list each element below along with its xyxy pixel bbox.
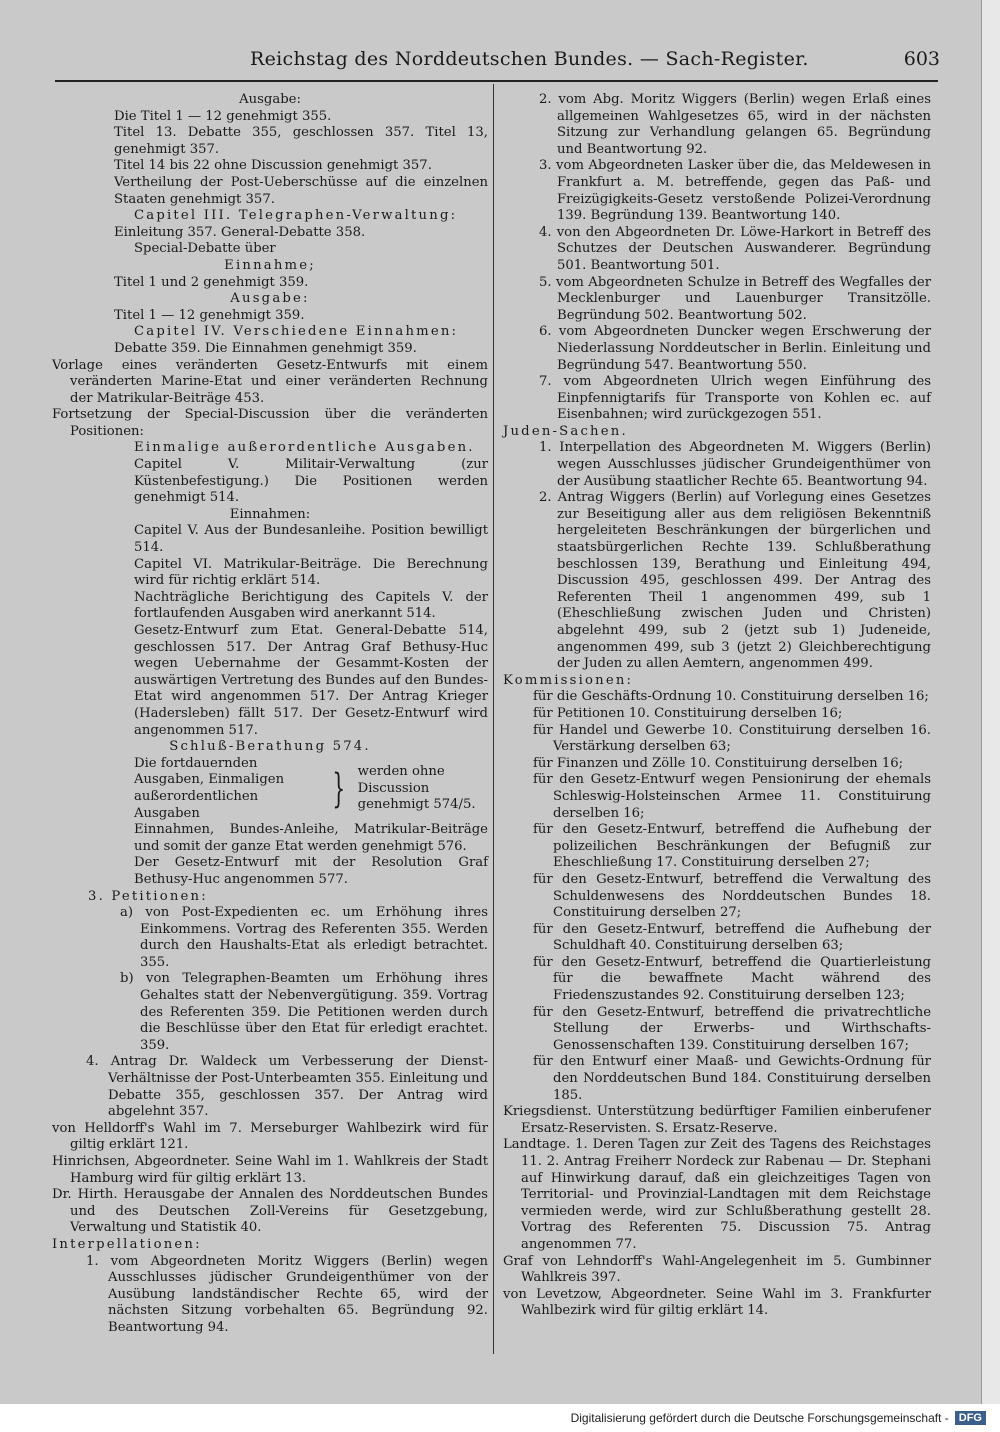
interpellation-6: 6. vom Abgeordneten Duncker wegen Erschwerung der Niederlassung Norddeutscher in Berlin. Einleitung und Begründung 547. Beantwortung 550.	[539, 324, 931, 373]
entry-levetzow: von Levetzow, Abgeordneter. Seine Wahl im 3. Frankfurter Wahlbezirk wird für giltig erklärt 14.	[503, 1286, 931, 1319]
index-line: Einnahmen, Bundes-Anleihe, Matrikular-Beiträge und somit der ganze Etat werden genehmigt 576.	[134, 822, 488, 854]
einnahmen-heading: Einnahmen:	[229, 506, 311, 522]
index-line: Debatte 359. Die Einnahmen genehmigt 359.	[114, 340, 417, 356]
ausgabe-heading-2: Ausgabe:	[230, 291, 310, 307]
ausgabe-heading: Ausgabe:	[239, 92, 301, 107]
interpellation-4: 4. von den Abgeordneten Dr. Löwe-Harkort in Betreff des Schutzes der Deutschen Auswanderer. Begründung 501. Beantwortung 501.	[539, 224, 931, 273]
page-edge	[981, 0, 1000, 1432]
entry-hinrichsen: Hinrichsen, Abgeordneter. Seine Wahl im 1. Wahlkreis der Stadt Hamburg wird für giltig erklärt 13.	[52, 1154, 488, 1186]
index-line: Capitel V. Militair-Verwaltung (zur Küstenbefestigung.) Die Positionen werden genehmigt 514.	[134, 457, 488, 506]
brace-right-text: werden ohne Discussion genehmigt 574/5.	[357, 764, 476, 813]
footer-credit: Digitalisierung gefördert durch die Deutsche Forschungsgemeinschaft -	[570, 1411, 949, 1425]
chapter-heading: Capitel IV. Verschiedene Einnahmen:	[134, 324, 459, 340]
entry-vorlage: Vorlage eines veränderten Gesetz-Entwurfs mit einem veränderten Marine-Etat und einer veränderten Rechnung der Matrikular-Beiträge 453.	[52, 357, 488, 406]
schluss-heading: Schluß-Berathung 574.	[169, 739, 371, 755]
kommission-item: für den Gesetz-Entwurf, betreffend die Aufhebung der polizeilichen Beschränkungen der Befugniß zur Eheschließung 17. Constituirung derselben 27;	[533, 822, 931, 871]
right-column	[503, 92, 931, 1320]
einnahme-heading: Einnahme;	[224, 257, 316, 273]
kommission-item: für Petitionen 10. Constituirung derselben 16;	[533, 705, 843, 721]
kommission-item: für Finanzen und Zölle 10. Constituirung derselben 16;	[533, 755, 904, 771]
index-line: Vertheilung der Post-Ueberschüsse auf die einzelnen Staaten genehmigt 357.	[114, 174, 488, 207]
entry-helldorff: von Helldorff's Wahl im 7. Merseburger Wahlbezirk wird für giltig erklärt 121.	[52, 1120, 488, 1153]
kommission-item: für den Gesetz-Entwurf, betreffend die Verwaltung des Schuldenwesens des Norddeutschen Bundes 18. Constituirung derselben 27;	[533, 871, 931, 921]
antrag-4: 4. Antrag Dr. Waldeck um Verbesserung der Dienst-Verhältnisse der Post-Unterbeamten 355. Einleitung und Debatte 355, geschlossen 357. Der Antrag wird abgelehnt 357.	[86, 1054, 488, 1120]
index-line: Nachträgliche Berichtigung des Capitels V. der fortlaufenden Ausgaben wird anerkannt 514.	[134, 589, 488, 622]
kommission-item: für den Gesetz-Entwurf, betreffend die Quartierleistung für die bewaffnete Macht während des Friedenszustandes 92. Constituirung derselben 123;	[533, 954, 931, 1004]
chapter-heading: Capitel III. Telegraphen-Verwaltung:	[134, 208, 458, 224]
interpellation-7: 7. vom Abgeordneten Ulrich wegen Einführung des Einpfennigtarifs für Transporte von Kohlen ec. auf Eisenbahnen; wird zurückgezogen 551.	[539, 374, 931, 423]
entry-hirth: Dr. Hirth. Herausgabe der Annalen des Norddeutschen Bundes und des Deutschen Zoll-Vereins für Gesetzgebung, Verwaltung und Statistik 40.	[52, 1187, 488, 1236]
left-column	[52, 92, 488, 1337]
juden-1: 1. Interpellation des Abgeordneten M. Wiggers (Berlin) wegen Ausschlusses jüdischer Grundeigenthümer von der Ausübung staatlicher Rechte 65. Beantwortung 94.	[539, 440, 931, 489]
running-title: Reichstag des Norddeutschen Bundes. — Sach-Register.	[250, 48, 809, 70]
petition-a: a) von Post-Expedienten ec. um Erhöhung ihres Einkommens. Vortrag des Referenten 355. Werden durch den Haushalts-Etat als erledigt betrachtet. 355.	[120, 905, 488, 970]
brace-group	[52, 756, 488, 822]
index-line: Einleitung 357. General-Debatte 358.	[114, 224, 366, 240]
entry-lehndorff: Graf von Lehndorff's Wahl-Angelegenheit im 5. Gumbinner Wahlkreis 397.	[503, 1253, 931, 1286]
page-number: 603	[903, 48, 940, 70]
kommission-item: für Handel und Gewerbe 10. Constituirung derselben 16. Verstärkung derselben 63;	[533, 722, 931, 755]
index-line: Titel 1 — 12 genehmigt 359.	[114, 307, 305, 323]
digitization-footer	[0, 1404, 1000, 1432]
juden-heading: Juden-Sachen.	[503, 423, 628, 439]
juden-2: 2. Antrag Wiggers (Berlin) auf Vorlegung eines Gesetzes zur Beseitigung aller aus dem religiösen Bekenntniß hergeleiteten Beschränkungen der bürgerlichen und staatsbürgerlichen Rechte 139. Schlußberathung beschlossen 139, Berathung und Einleitung 494, Discussion 495, geschlossen 499. Der Antrag des Referenten Theil 1 angenommen 499, sub 1 (Eheschließung zwischen Juden und Christen) abgelehnt 499, sub 2 (jetzt sub 1) Judeneide, angenommen 499, sub 3 (jetzt 2) Gleichberechtigung der Juden zu allen Aemtern, angenommen 499.	[539, 490, 931, 672]
index-line: Capitel VI. Matrikular-Beiträge. Die Berechnung wird für richtig erklärt 514.	[134, 556, 488, 589]
petition-b: b) von Telegraphen-Beamten um Erhöhung ihres Gehaltes statt der Nebenvergütigung. 359. Vortrag des Referenten 359. Die Petitionen werden durch die Beschlüsse über den Etat für erledigt erachtet. 359.	[120, 971, 488, 1053]
index-line: Titel 14 bis 22 ohne Discussion genehmigt 357.	[114, 158, 432, 174]
header-rule	[55, 80, 938, 82]
brace-glyph: }	[332, 765, 346, 812]
subheading: Einmalige außerordentliche Ausgaben.	[134, 440, 475, 456]
entry-landtage: Landtage. 1. Deren Tagen zur Zeit des Tagens des Reichstages 11. 2. Antrag Freiherr Nordeck zur Rabenau — Dr. Stephani auf Hinwirkung darauf, daß ein gleichzeitiges Tagen von Territorial- und Provinzial-Landtagen mit dem Reichstage vermieden werde, wird zur Schlußberathung gestellt 28. Vortrag des Referenten 75. Discussion 75. Antrag angenommen 77.	[503, 1137, 931, 1252]
kommissionen-heading: Kommissionen:	[503, 672, 634, 688]
kommission-item: für den Entwurf einer Maaß- und Gewichts-Ordnung für den Norddeutschen Bund 184. Constituirung derselben 185.	[533, 1054, 931, 1103]
entry-kriegsdienst: Kriegsdienst. Unterstützung bedürftiger Familien einberufener Ersatz-Reservisten. S. Ersatz-Reserve.	[503, 1104, 931, 1136]
index-line: Der Gesetz-Entwurf mit der Resolution Graf Bethusy-Huc angenommen 577.	[134, 855, 488, 887]
interpellation-2: 2. vom Abg. Moritz Wiggers (Berlin) wegen Erlaß eines allgemeinen Wahlgesetzes 65, wird in der nächsten Sitzung zur Verhandlung gelangen 65. Begründung und Beantwortung 92.	[539, 92, 931, 157]
brace-left-text: Die fortdauernden Ausgaben, Einmaligen außerordentlichen Ausgaben	[134, 755, 285, 821]
interpellation-5: 5. vom Abgeordneten Schulze in Betreff des Wegfalles der Mecklenburger und Lauenburger Transitzölle. Begründung 502. Beantwortung 502.	[539, 274, 931, 323]
index-line: Die Titel 1 — 12 genehmigt 355.	[114, 108, 332, 124]
petitionen-heading: 3. Petitionen:	[88, 888, 208, 904]
index-line: Gesetz-Entwurf zum Etat. General-Debatte 514, geschlossen 517. Der Antrag Graf Bethusy-Huc wegen Uebernahme der Gesammt-Kosten der auswärtigen Vertretung des Bundes auf den Bundes-Etat wird angenommen 517. Der Antrag Krieger (Hadersleben) fällt 517. Der Gesetz-Entwurf wird angenommen 517.	[134, 623, 488, 738]
index-line: Titel 13. Debatte 355, geschlossen 357. Titel 13, genehmigt 357.	[114, 125, 488, 157]
interpellation-1: 1. vom Abgeordneten Moritz Wiggers (Berlin) wegen Ausschlusses jüdischer Grundeigenthümer von der Ausübung landständischer Rechte 65, wird der nächsten Sitzung vorbehalten 65. Begründung 92. Beantwortung 94.	[86, 1253, 488, 1335]
dfg-logo: DFG	[955, 1411, 986, 1425]
kommission-item: für die Geschäfts-Ordnung 10. Constituirung derselben 16;	[533, 689, 929, 705]
entry-fortsetzung: Fortsetzung der Special-Discussion über die veränderten Positionen:	[52, 407, 488, 439]
column-divider	[493, 84, 494, 1354]
interpellationen-heading: Interpellationen:	[52, 1236, 202, 1252]
index-line: Special-Debatte über	[134, 241, 276, 257]
page-header	[250, 48, 940, 70]
kommission-item: für den Gesetz-Entwurf wegen Pensionirung der ehemals Schleswig-Holsteinschen Armee 11. Constituirung derselben 16;	[533, 772, 931, 821]
interpellation-3: 3. vom Abgeordneten Lasker über die, das Meldewesen in Frankfurt a. M. betreffende, gegen das Paß- und Freizügigkeits-Gesetz verstoßende Polizei-Verordnung 139. Begründung 139. Beantwortung 140.	[539, 158, 931, 224]
index-line: Capitel V. Aus der Bundesanleihe. Position bewilligt 514.	[134, 523, 488, 556]
kommission-item: für den Gesetz-Entwurf, betreffend die Aufhebung der Schuldhaft 40. Constituirung derselben 63;	[533, 921, 931, 954]
kommission-item: für den Gesetz-Entwurf, betreffend die privatrechtliche Stellung der Erwerbs- und Wirthschafts-Genossenschaften 139. Constituirung derselben 167;	[533, 1004, 931, 1053]
index-line: Titel 1 und 2 genehmigt 359.	[114, 274, 309, 290]
